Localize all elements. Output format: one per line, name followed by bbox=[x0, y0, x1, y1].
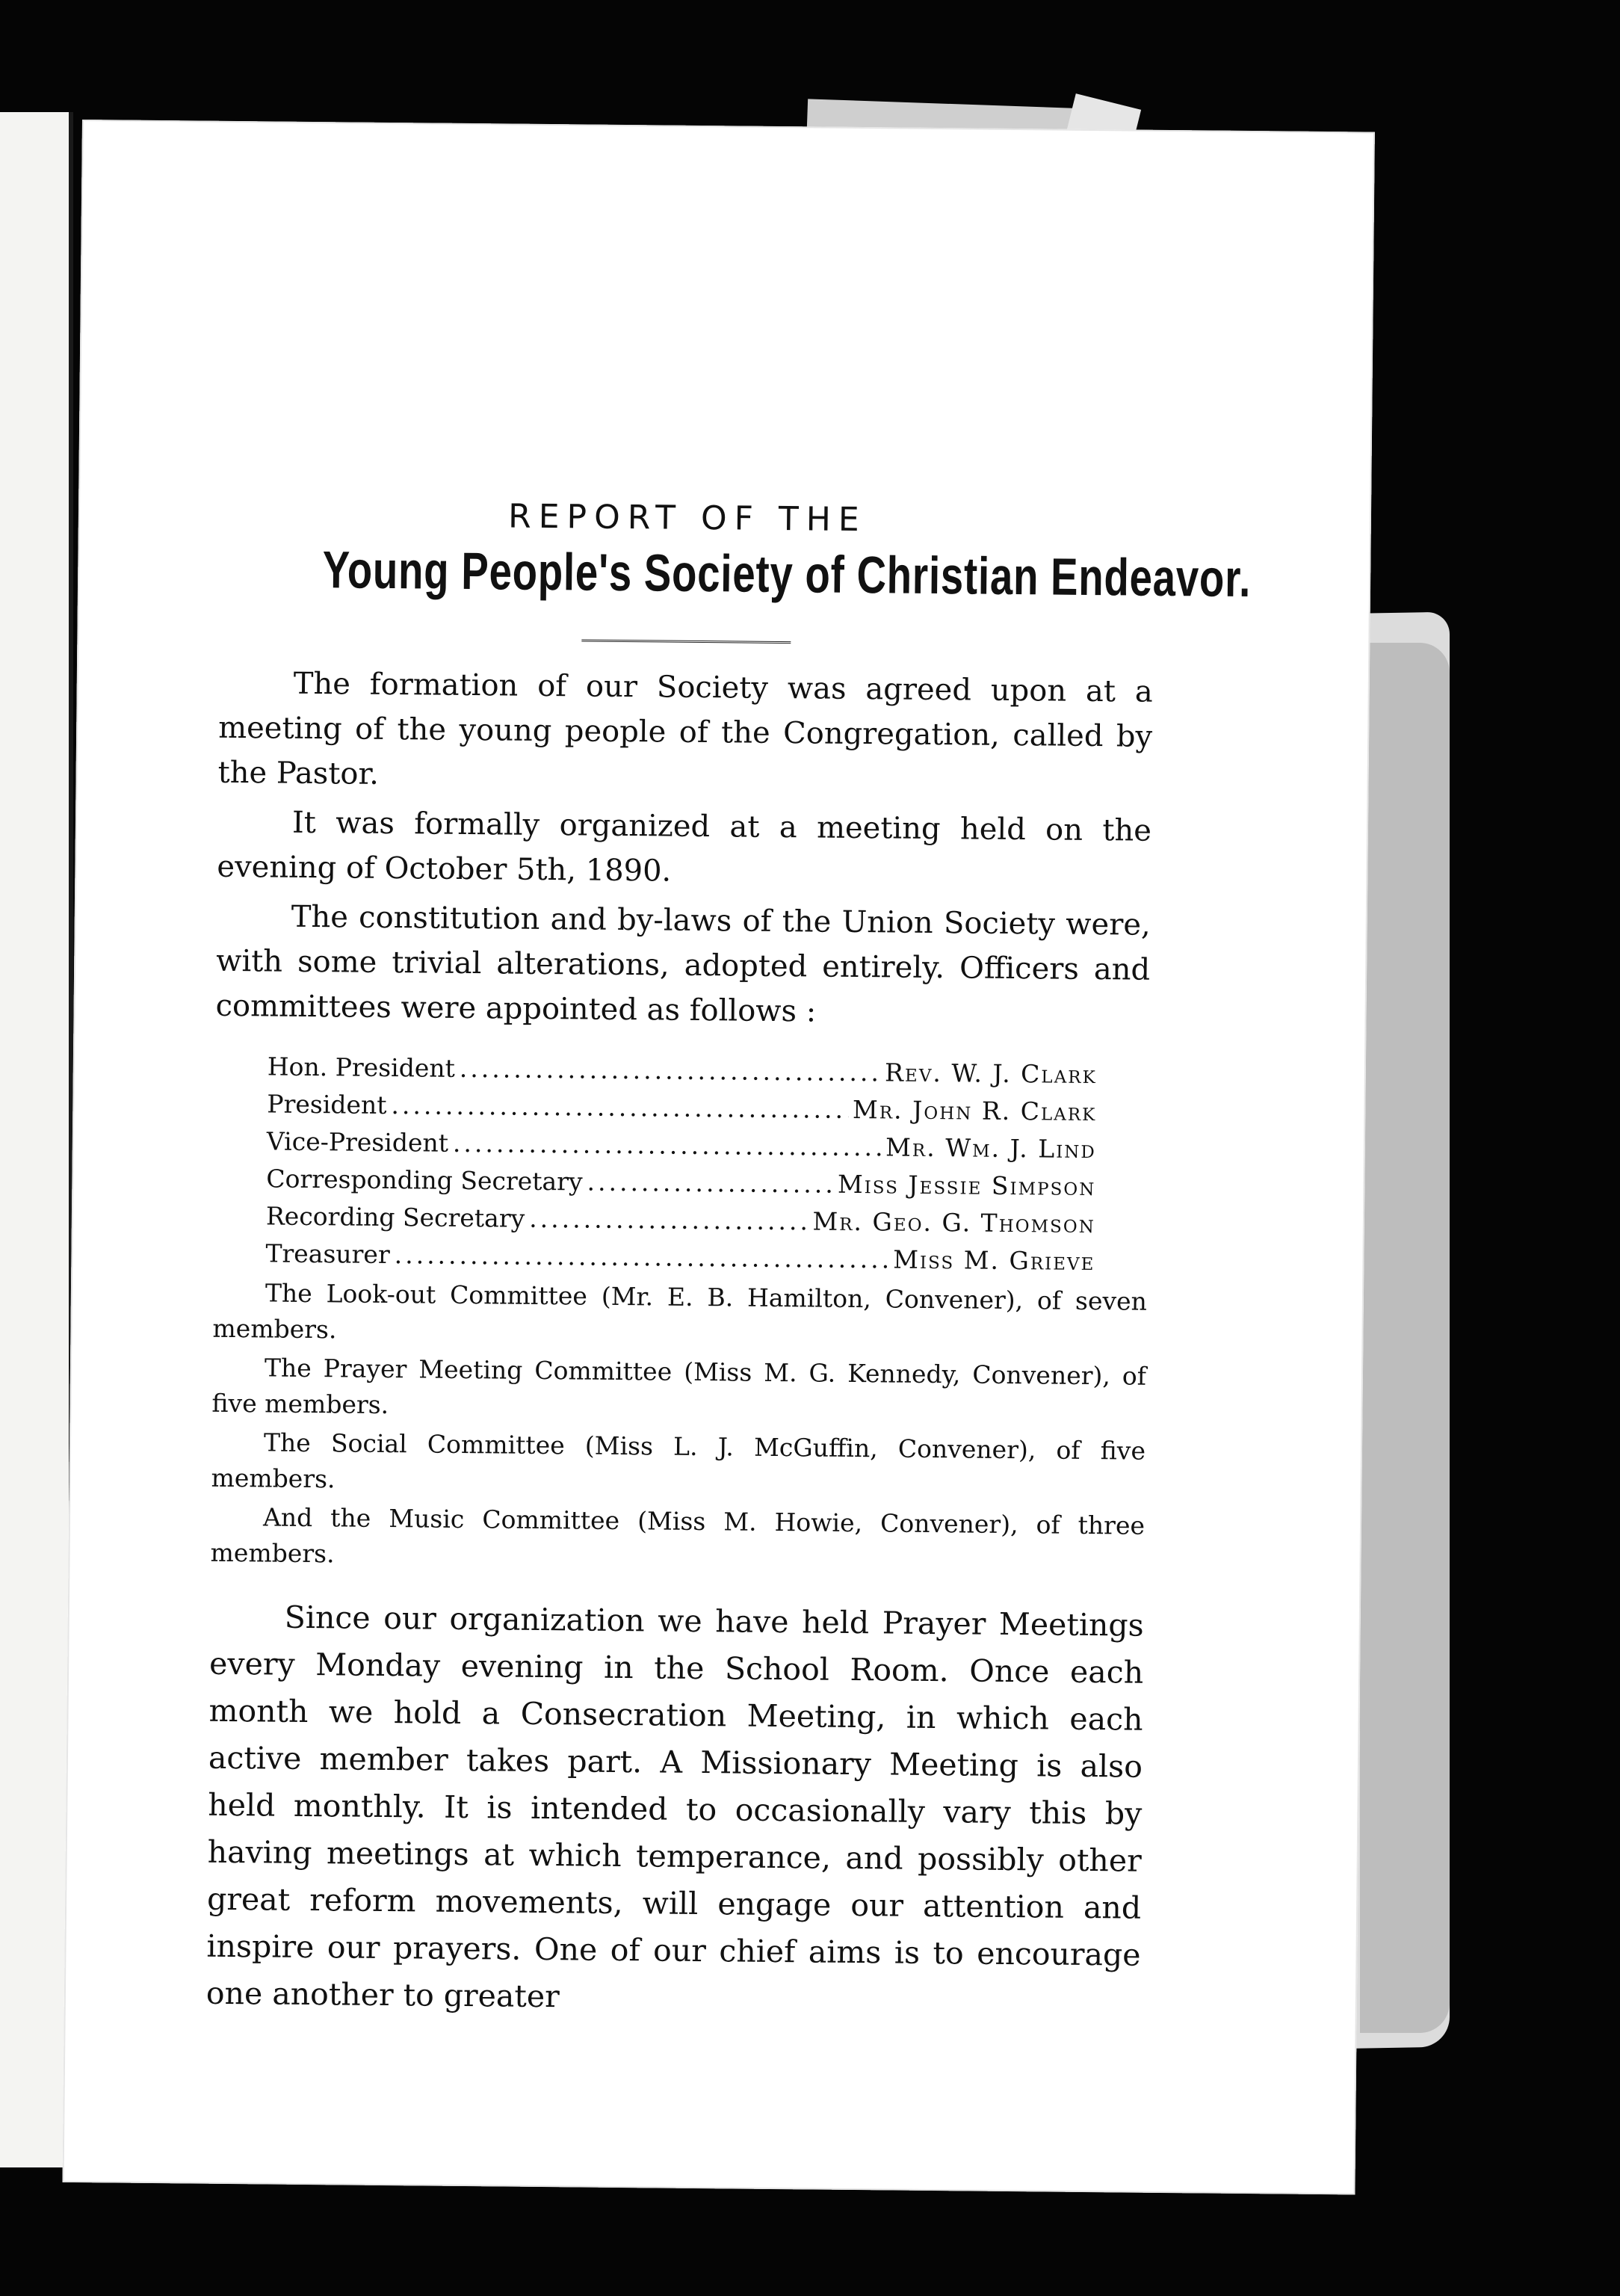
officer-name: Mr. Geo. G. Thomson bbox=[812, 1206, 1096, 1239]
page-content bbox=[205, 495, 1252, 2026]
report-heading: REPORT OF THE bbox=[507, 497, 867, 540]
officer-role: Vice-President bbox=[266, 1126, 449, 1158]
officer-role: President bbox=[267, 1089, 387, 1120]
officer-role: Treasurer bbox=[265, 1238, 390, 1270]
title-rule bbox=[581, 639, 791, 644]
officer-role: Hon. President bbox=[267, 1052, 456, 1083]
leader-dots bbox=[460, 1050, 881, 1091]
officer-name: Mr. Wm. J. Lind bbox=[885, 1132, 1097, 1164]
officer-row bbox=[266, 1197, 1095, 1243]
leader-dots bbox=[529, 1200, 809, 1241]
officers-list bbox=[265, 1048, 1097, 1280]
document-page bbox=[63, 120, 1375, 2194]
committee-entry: The Prayer Meeting Committee (Miss M. G. Kennedy, Convener), of five members. bbox=[211, 1353, 1147, 1420]
intro-paragraph: The constitution and by-laws of the Union Society were, with some trivial alterations, adopted entirely. Officers and committees were appointed as follows : bbox=[215, 899, 1151, 1029]
intro-paragraph: It was formally organized at a meeting held on the evening of October 5th, 1890. bbox=[217, 805, 1152, 889]
intro-paragraph: The formation of our Society was agreed upon at a meeting of the young people of the Congregation, called by the Pastor. bbox=[217, 666, 1153, 791]
officer-role: Recording Secretary bbox=[265, 1201, 525, 1233]
society-title: Young People's Society of Christian Endeavor. bbox=[322, 540, 1252, 608]
officer-name: Miss Jessie Simpson bbox=[837, 1169, 1096, 1202]
leader-dots bbox=[587, 1164, 833, 1203]
closing-paragraph: Since our organization we have held Prayer Meetings every Monday evening in the School Room. Once each month we hold a Consecration Meeting, in which each active member takes part. A Missionary Meeting is also held monthly. It is intended to occasionally vary this by having meetings at which temperance, and possibly other great reform movements, will engage our attention and inspire our prayers. One of our chief aims is to encourage one another to greater bbox=[205, 1599, 1144, 2015]
committee-entry: The Social Committee (Miss L. J. McGuffin, Convener), of five members. bbox=[211, 1428, 1146, 1494]
officer-name: Miss M. Grieve bbox=[893, 1244, 1095, 1277]
page-edge-stack-inner bbox=[1360, 643, 1450, 2033]
officer-row bbox=[265, 1235, 1095, 1280]
committee-entry: The Look-out Committee (Mr. E. B. Hamilton, Convener), of seven members. bbox=[212, 1278, 1148, 1345]
committee-entry: And the Music Committee (Miss M. Howie, Convener), of three members. bbox=[210, 1502, 1146, 1569]
leader-dots bbox=[394, 1236, 888, 1278]
officer-name: Mr. John R. Clark bbox=[852, 1094, 1097, 1127]
officer-name: Rev. W. J. Clark bbox=[884, 1058, 1097, 1090]
officer-role: Corresponding Secretary bbox=[266, 1164, 583, 1197]
leader-dots bbox=[453, 1125, 882, 1166]
facing-page-edge bbox=[0, 112, 73, 2167]
leader-dots bbox=[391, 1087, 848, 1129]
